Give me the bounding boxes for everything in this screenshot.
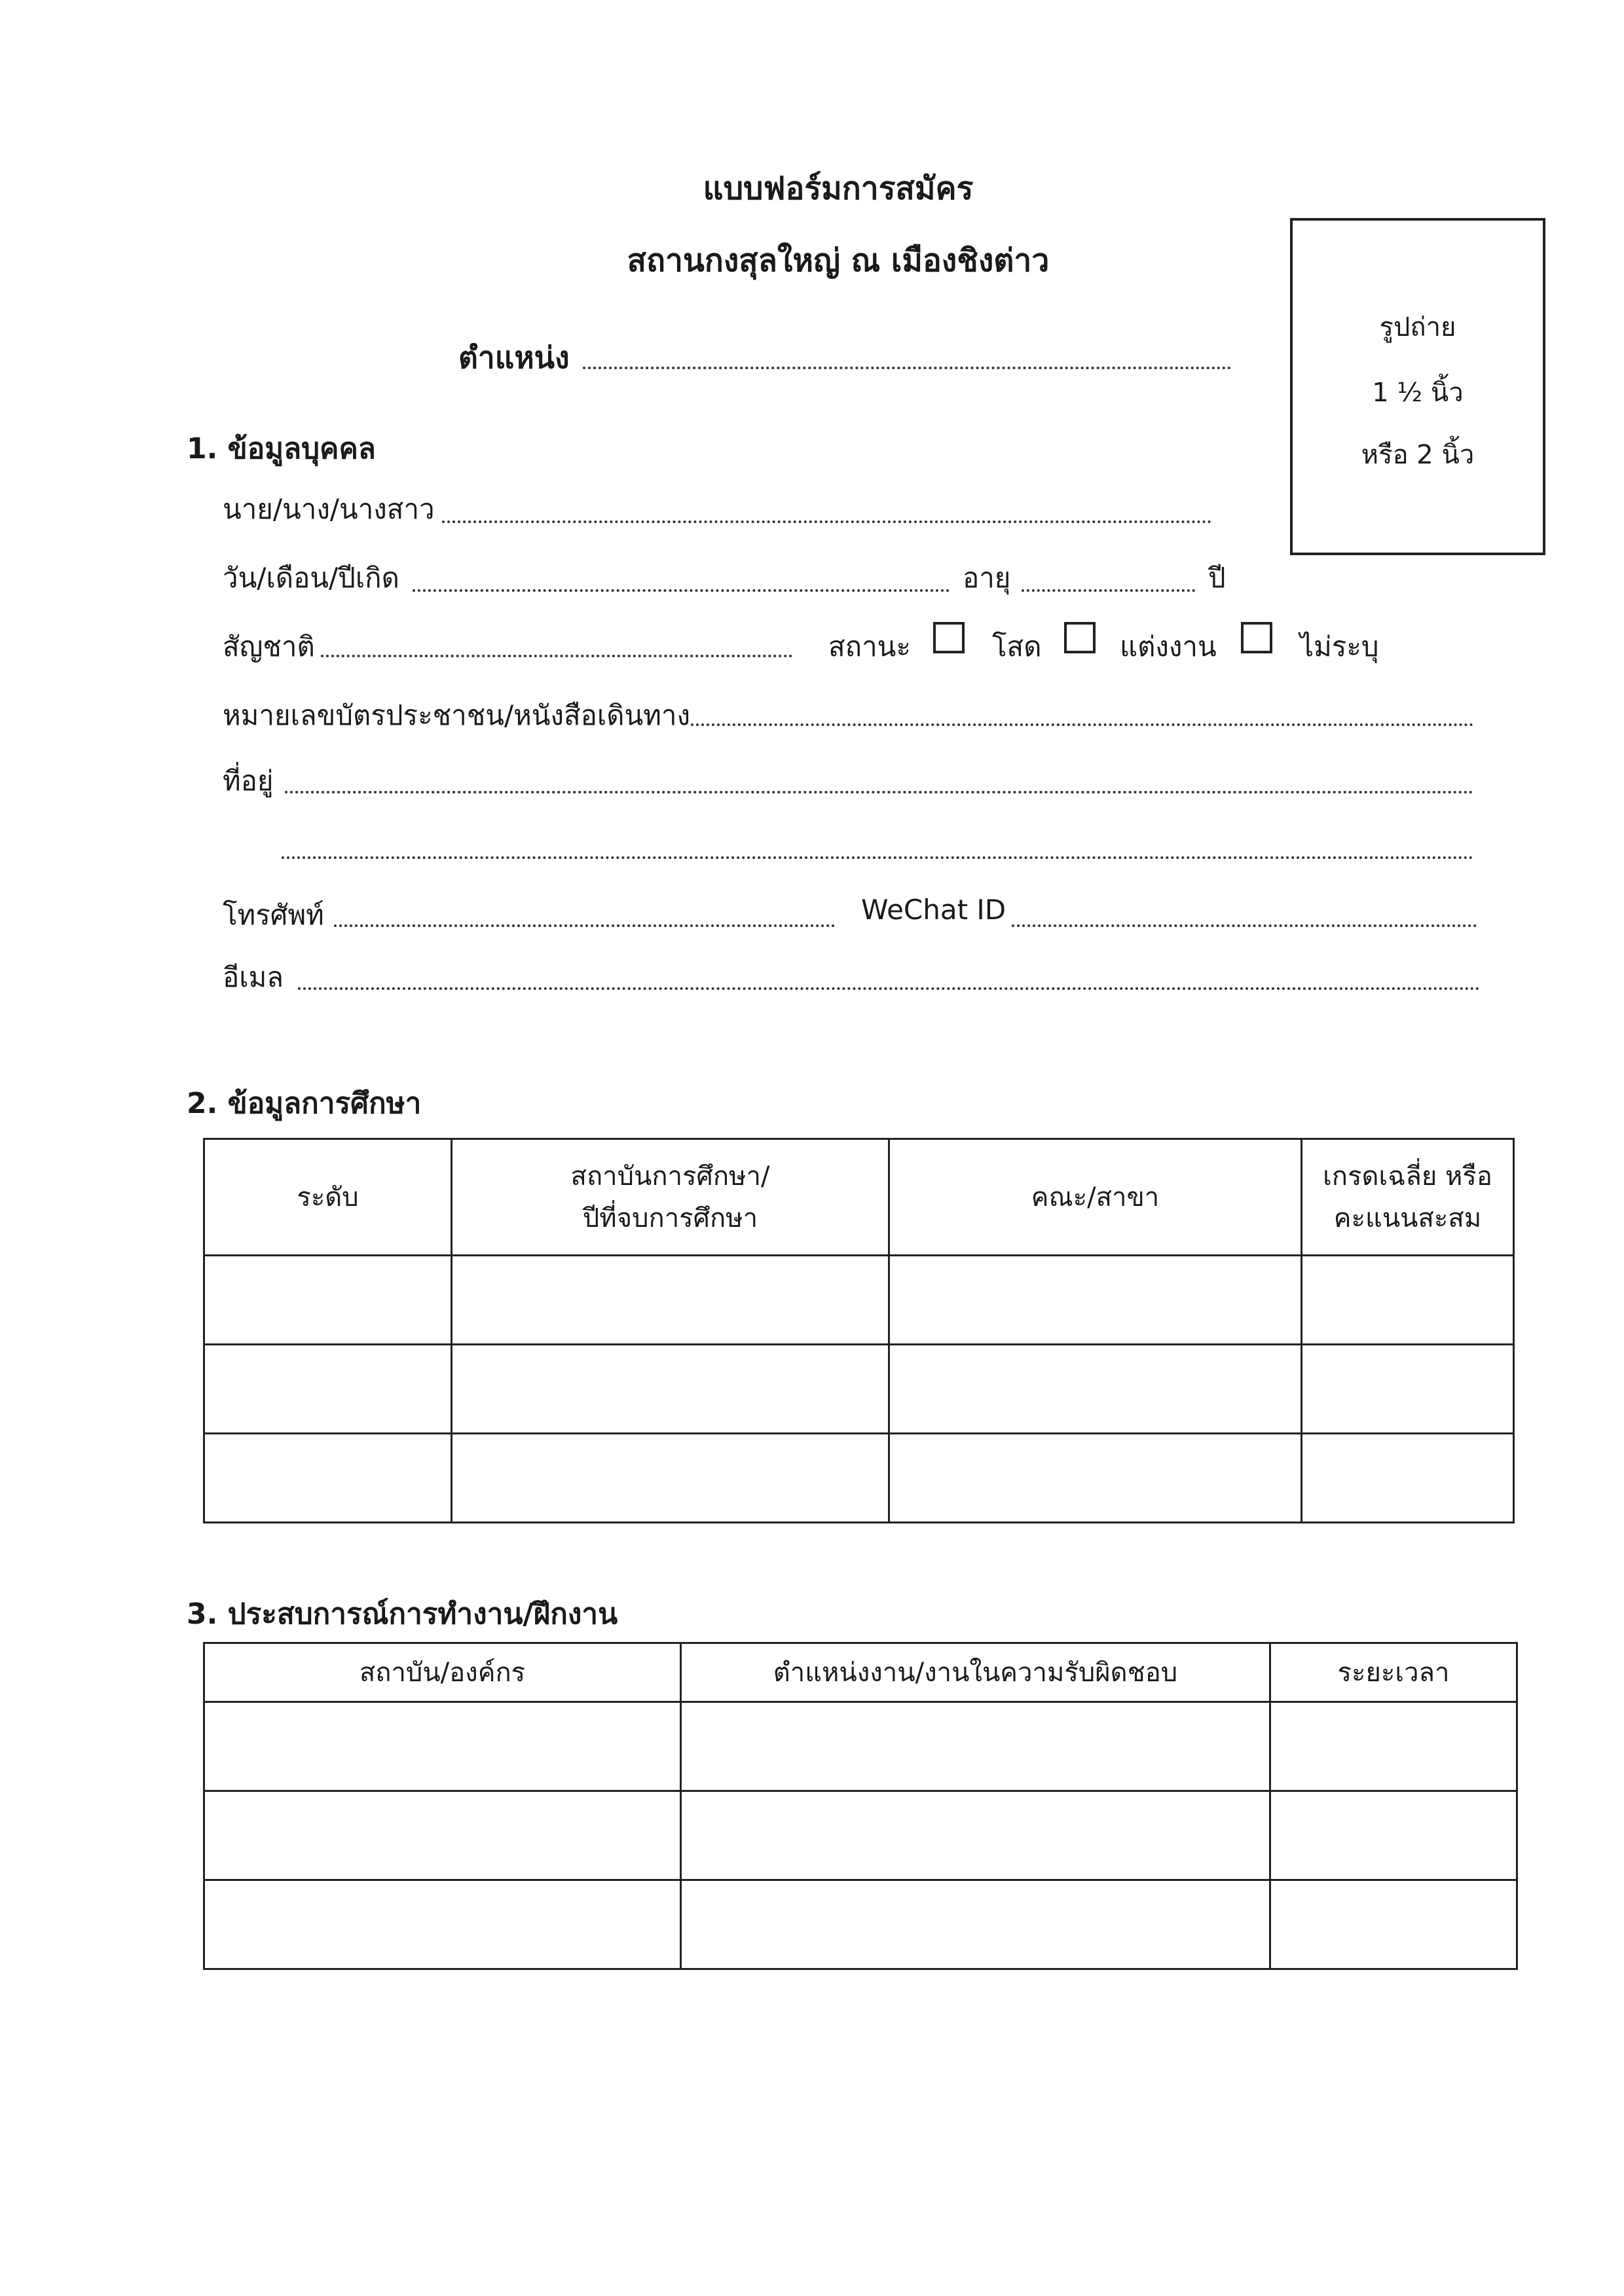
column-header: สถาบัน/องค์กร xyxy=(204,1643,681,1702)
status-married-checkbox[interactable] xyxy=(1064,622,1096,653)
table-row xyxy=(204,1434,1514,1523)
column-header: เกรดเฉลี่ย หรือ คะแนนสะสม xyxy=(1302,1139,1514,1256)
column-header: สถาบันการศึกษา/ ปีที่จบการศึกษา xyxy=(452,1139,889,1256)
photo-size: 1 ½ นิ้ว xyxy=(1372,378,1464,408)
table-cell[interactable] xyxy=(889,1434,1302,1523)
status-unspecified-label: ไม่ระบุ xyxy=(1300,630,1379,663)
section2-heading: 2. ข้อมูลการศึกษา xyxy=(187,1087,422,1120)
name-field[interactable] xyxy=(442,520,1211,523)
column-header: คณะ/สาขา xyxy=(889,1139,1302,1256)
status-label: สถานะ xyxy=(828,630,911,663)
id-field[interactable] xyxy=(691,723,1473,726)
name-label: นาย/นาง/นางสาว xyxy=(223,493,435,525)
table-row xyxy=(204,1880,1517,1969)
table-cell[interactable] xyxy=(1270,1880,1517,1969)
table-cell[interactable] xyxy=(204,1791,681,1880)
age-field[interactable] xyxy=(1022,589,1195,592)
section1-heading: 1. ข้อมูลบุคคล xyxy=(187,432,376,465)
nationality-field[interactable] xyxy=(321,655,792,657)
column-header: ระยะเวลา xyxy=(1270,1643,1517,1702)
column-header: ระดับ xyxy=(204,1139,452,1256)
table-cell[interactable] xyxy=(452,1256,889,1345)
table-cell[interactable] xyxy=(1270,1791,1517,1880)
table-header-row xyxy=(204,1643,1517,1702)
table-row xyxy=(204,1702,1517,1791)
table-cell[interactable] xyxy=(1302,1434,1514,1523)
photo-label: รูปถ่าย xyxy=(1379,312,1456,342)
status-single-label: โสด xyxy=(992,630,1042,663)
table-row xyxy=(204,1345,1514,1434)
table-header-row xyxy=(204,1139,1514,1256)
wechat-label: WeChat ID xyxy=(861,894,1006,926)
status-unspecified-checkbox[interactable] xyxy=(1241,622,1272,653)
photo-size-alt: หรือ 2 นิ้ว xyxy=(1361,440,1475,470)
column-header: ตำแหน่งงาน/งานในความรับผิดชอบ xyxy=(681,1643,1270,1702)
status-single-checkbox[interactable] xyxy=(933,622,965,653)
education-table xyxy=(203,1138,1515,1523)
dob-label: วัน/เดือน/ปีเกิด xyxy=(223,562,399,594)
table-cell[interactable] xyxy=(1302,1345,1514,1434)
experience-table xyxy=(203,1642,1518,1970)
phone-field[interactable] xyxy=(334,924,835,927)
address-field-line2[interactable] xyxy=(282,856,1473,859)
table-cell[interactable] xyxy=(204,1434,452,1523)
section3-heading: 3. ประสบการณ์การทำงาน/ฝึกงาน xyxy=(187,1597,618,1631)
table-cell[interactable] xyxy=(1302,1256,1514,1345)
address-field-line1[interactable] xyxy=(285,791,1473,793)
wechat-field[interactable] xyxy=(1012,924,1477,927)
phone-label: โทรศัพท์ xyxy=(223,899,324,931)
table-cell[interactable] xyxy=(204,1702,681,1791)
table-cell[interactable] xyxy=(681,1880,1270,1969)
consulate-name: สถานกงสุลใหญ่ ณ เมืองชิงต่าว xyxy=(627,242,1050,279)
table-cell[interactable] xyxy=(681,1791,1270,1880)
address-label: ที่อยู่ xyxy=(223,765,274,797)
table-cell[interactable] xyxy=(452,1345,889,1434)
position-label: ตำแหน่ง xyxy=(458,340,570,375)
year-unit: ปี xyxy=(1208,562,1226,594)
email-field[interactable] xyxy=(298,987,1480,990)
dob-field[interactable] xyxy=(413,589,950,592)
table-row xyxy=(204,1791,1517,1880)
table-cell[interactable] xyxy=(204,1345,452,1434)
table-cell[interactable] xyxy=(204,1880,681,1969)
table-cell[interactable] xyxy=(204,1256,452,1345)
table-cell[interactable] xyxy=(889,1256,1302,1345)
age-label: อายุ xyxy=(963,562,1011,594)
table-cell[interactable] xyxy=(452,1434,889,1523)
form-title: แบบฟอร์มการสมัคร xyxy=(703,170,974,207)
table-cell[interactable] xyxy=(681,1702,1270,1791)
table-cell[interactable] xyxy=(1270,1702,1517,1791)
photo-placeholder xyxy=(1290,218,1545,555)
status-married-label: แต่งงาน xyxy=(1120,630,1217,663)
position-field[interactable] xyxy=(583,367,1231,369)
email-label: อีเมล xyxy=(223,961,284,993)
nationality-label: สัญชาติ xyxy=(223,630,315,663)
table-cell[interactable] xyxy=(889,1345,1302,1434)
id-label: หมายเลขบัตรประชาชน/หนังสือเดินทาง xyxy=(223,699,690,731)
table-row xyxy=(204,1256,1514,1345)
